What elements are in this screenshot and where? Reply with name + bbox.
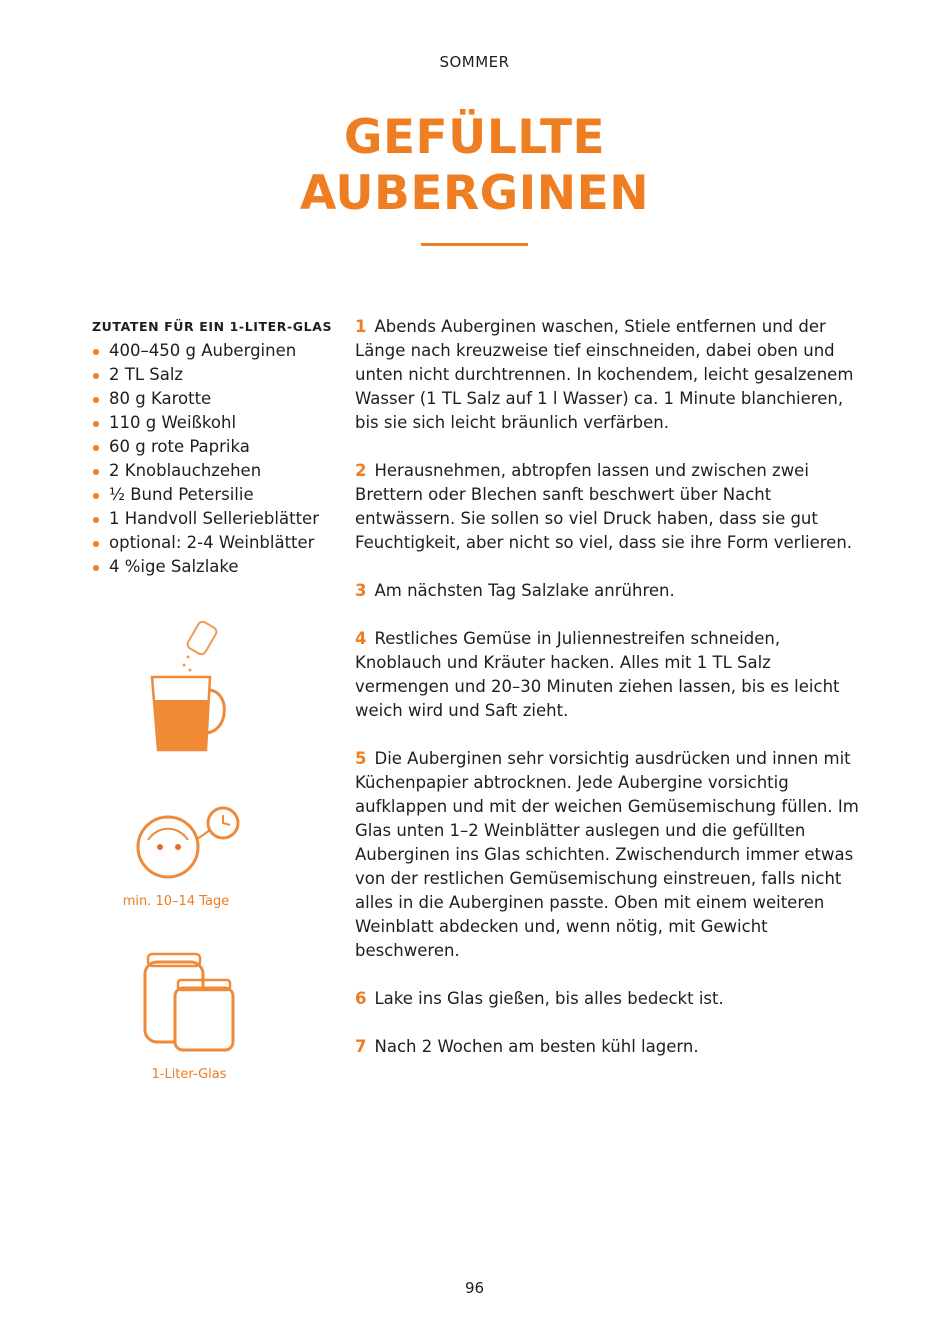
section-label: SOMMER bbox=[439, 53, 510, 71]
time-caption: min. 10–14 Tage bbox=[122, 894, 230, 909]
step-number: 3 bbox=[355, 581, 367, 600]
step-number: 2 bbox=[355, 461, 367, 480]
instructions bbox=[355, 315, 865, 1083]
step-4 bbox=[355, 627, 865, 723]
bullet-icon bbox=[93, 517, 99, 523]
ingredient-text: 4 %ige Salzlake bbox=[109, 557, 239, 576]
step-text: Abends Auberginen waschen, Stiele entfernen und der Länge nach kreuzweise tief einschneiden, dabei oben und unten nicht durchtrennen. In kochendem, leicht gesalzenem Wasser (1 TL Salz auf 1 l Wasser) ca. 1 Minute blanchieren, bis sie sich leicht bräunlich verfärben. bbox=[355, 317, 854, 432]
bullet-icon bbox=[93, 445, 99, 451]
ingredient-text: 1 Handvoll Sellerieblätter bbox=[109, 509, 319, 528]
step-7 bbox=[355, 1035, 865, 1059]
ingredient-text: 80 g Karotte bbox=[109, 389, 212, 408]
step-number: 4 bbox=[355, 629, 367, 648]
step-text: Die Auberginen sehr vorsichtig ausdrücken und innen mit Küchenpapier abtrocknen. Jede Aubergine vorsichtig aufklappen und mit der weichen Gemüsemischung füllen. Im Glas unten 1–2 Weinblätter auslegen und die gefüllten Auberginen ins Glas schichten. Zwischendurch immer etwas von der restlichen Gemüsemischung einstreuen, falls nicht alles in die Auberginen passte. Oben mit einem weiteren Weinblatt abdecken und, wenn nötig, mit Gewicht beschweren. bbox=[355, 749, 859, 960]
step-2 bbox=[355, 459, 865, 555]
step-3 bbox=[355, 579, 865, 603]
page-number: 96 bbox=[464, 1279, 485, 1297]
ingredient-text: 400–450 g Auberginen bbox=[109, 341, 297, 360]
step-number: 1 bbox=[355, 317, 367, 336]
bullet-icon bbox=[93, 541, 99, 547]
step-text: Restliches Gemüse in Juliennestreifen schneiden, Knoblauch und Kräuter hacken. Alles mit 1 TL Salz vermengen und 20–30 Minuten ziehen lassen, bis es leicht weich wird und Saft zieht. bbox=[355, 629, 840, 720]
ingredient-item bbox=[92, 387, 319, 411]
step-1 bbox=[355, 315, 865, 435]
bullet-icon bbox=[93, 349, 99, 355]
step-number: 7 bbox=[355, 1037, 367, 1056]
ingredient-text: ½ Bund Petersilie bbox=[109, 485, 254, 504]
ingredient-item bbox=[92, 459, 319, 483]
jars-illustration bbox=[130, 950, 242, 1060]
ingredient-text: 2 Knoblauchzehen bbox=[109, 461, 262, 480]
ingredient-item bbox=[92, 483, 319, 507]
ingredient-text: 110 g Weißkohl bbox=[109, 413, 237, 432]
bullet-icon bbox=[93, 373, 99, 379]
step-text: Lake ins Glas gießen, bis alles bedeckt ist. bbox=[374, 989, 724, 1008]
cabbage-clock-illustration bbox=[128, 795, 246, 885]
step-number: 6 bbox=[355, 989, 367, 1008]
ingredient-item bbox=[92, 411, 319, 435]
recipe-title bbox=[0, 110, 949, 222]
ingredient-text: 2 TL Salz bbox=[109, 365, 184, 384]
step-text: Nach 2 Wochen am besten kühl lagern. bbox=[374, 1037, 699, 1056]
ingredient-item bbox=[92, 507, 319, 531]
step-text: Herausnehmen, abtropfen lassen und zwischen zwei Brettern oder Blechen sanft beschwert über Nacht entwässern. Sie sollen so viel Druck haben, dass sie gut Feuchtigkeit, aber nicht so viel, dass sie ihre Form verlieren. bbox=[355, 461, 853, 552]
title-line-1: GEFÜLLTE bbox=[343, 110, 606, 165]
ingredient-item bbox=[92, 531, 319, 555]
title-line-2: AUBERGINEN bbox=[299, 166, 650, 221]
title-divider bbox=[421, 243, 528, 246]
step-5 bbox=[355, 747, 865, 963]
step-number: 5 bbox=[355, 749, 367, 768]
bullet-icon bbox=[93, 493, 99, 499]
bullet-icon bbox=[93, 421, 99, 427]
step-text: Am nächsten Tag Salzlake anrühren. bbox=[374, 581, 675, 600]
bullet-icon bbox=[93, 565, 99, 571]
jar-caption: 1-Liter-Glas bbox=[151, 1067, 227, 1082]
ingredients-list bbox=[92, 339, 319, 579]
ingredient-item bbox=[92, 339, 319, 363]
ingredient-item bbox=[92, 363, 319, 387]
ingredient-text: optional: 2-4 Weinblätter bbox=[109, 533, 315, 552]
ingredient-text: 60 g rote Paprika bbox=[109, 437, 250, 456]
bullet-icon bbox=[93, 397, 99, 403]
bullet-icon bbox=[93, 469, 99, 475]
ingredient-item bbox=[92, 555, 319, 579]
ingredients-heading: ZUTATEN FÜR EIN 1-LITER-GLAS bbox=[92, 319, 333, 334]
measuring-cup-salt-illustration bbox=[140, 615, 235, 760]
ingredient-item bbox=[92, 435, 319, 459]
step-6 bbox=[355, 987, 865, 1011]
